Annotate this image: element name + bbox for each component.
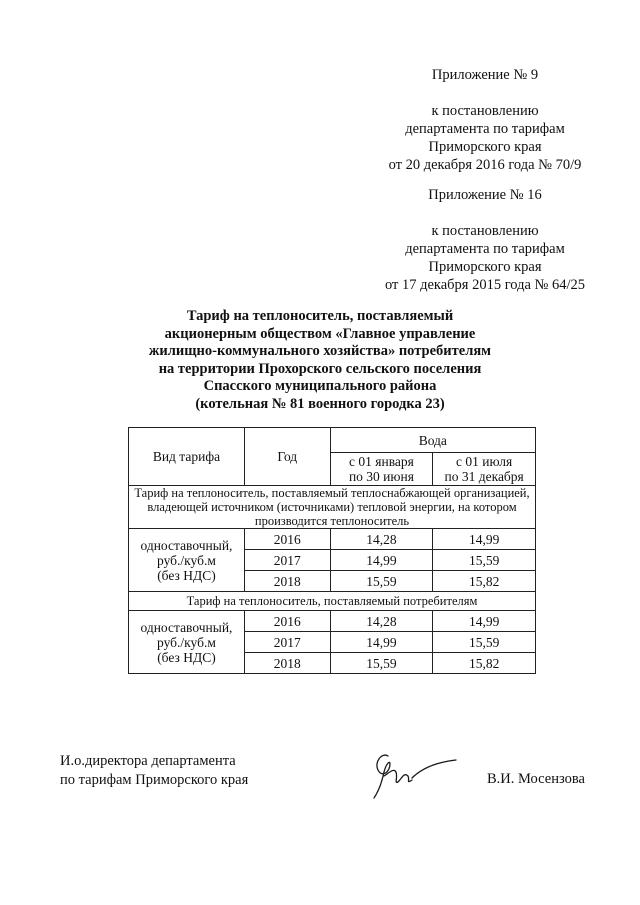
appendix-16-line2: департамента по тарифам <box>405 241 565 257</box>
section-heading-row <box>129 592 536 611</box>
value-cell: 15,59 <box>433 550 536 571</box>
title-line: жилищно-коммунального хозяйства» потребителям <box>148 343 492 359</box>
value-cell: 15,59 <box>330 571 433 592</box>
value-cell: 14,99 <box>433 611 536 632</box>
section-1-label <box>129 529 245 592</box>
appendix-9-line1: к постановлению <box>431 103 539 119</box>
appendix-9-block <box>355 66 615 174</box>
section-1-heading: Тариф на теплоноситель, поставляемый теплоснабжающей организацией, владеющей источником (источниками) тепловой энергии, на котором производится теплоноситель <box>129 486 536 529</box>
year-cell: 2018 <box>244 571 330 592</box>
section-2-label-line1: одноставочный, <box>140 619 233 635</box>
appendix-16-line3: Приморского края <box>428 259 542 275</box>
header-period-2-line1: с 01 июля <box>456 454 513 469</box>
signature-stroke <box>374 755 456 798</box>
year-cell: 2016 <box>244 611 330 632</box>
section-2-label <box>129 611 245 674</box>
signer-position-line2: по тарифам Приморского края <box>60 772 249 788</box>
header-period-2-line2: по 31 декабря <box>444 469 524 484</box>
section-2-label-line3: (без НДС) <box>157 649 216 665</box>
value-cell: 15,59 <box>330 653 433 674</box>
appendix-16-line4: от 17 декабря 2015 года № 64/25 <box>384 277 586 293</box>
year-cell: 2017 <box>244 632 330 653</box>
appendix-16-block <box>355 186 615 294</box>
appendix-16-line1: к постановлению <box>431 223 539 239</box>
value-cell: 14,28 <box>330 529 433 550</box>
value-cell: 15,82 <box>433 653 536 674</box>
year-cell: 2018 <box>244 653 330 674</box>
value-cell: 14,99 <box>433 529 536 550</box>
section-heading-row <box>129 486 536 529</box>
value-cell: 15,59 <box>433 632 536 653</box>
year-cell: 2017 <box>244 550 330 571</box>
appendix-9-line3: Приморского края <box>428 139 542 155</box>
title-line: Тариф на теплоноситель, поставляемый <box>186 308 454 324</box>
header-row-1 <box>129 428 536 453</box>
table-row <box>129 529 536 550</box>
appendix-9-line2: департамента по тарифам <box>405 121 565 137</box>
appendix-9-title: Приложение № 9 <box>431 67 539 83</box>
title-line: Спасского муниципального района <box>203 378 437 394</box>
title-line: на территории Прохорского сельского поселения <box>158 360 482 377</box>
signer-position <box>60 752 248 790</box>
header-water: Вода <box>330 428 535 453</box>
title-line: акционерным обществом «Главное управление <box>164 325 476 342</box>
title-line: (котельная № 81 военного городка 23) <box>195 395 445 412</box>
document-title <box>120 308 520 413</box>
value-cell: 14,99 <box>330 632 433 653</box>
year-cell: 2016 <box>244 529 330 550</box>
value-cell: 14,28 <box>330 611 433 632</box>
header-period-2 <box>433 453 536 486</box>
value-cell: 14,99 <box>330 550 433 571</box>
appendix-9-line4: от 20 декабря 2016 года № 70/9 <box>388 157 582 173</box>
header-year: Год <box>244 428 330 486</box>
section-1-label-line1: одноставочный, <box>140 537 233 553</box>
signer-name: В.И. Мосензова <box>487 771 585 787</box>
handwritten-signature <box>360 742 460 802</box>
header-period-1-line2: по 30 июня <box>348 469 414 484</box>
header-tariff-type: Вид тарифа <box>129 428 245 486</box>
section-2-label-line2: руб./куб.м <box>157 634 216 650</box>
section-1-label-line3: (без НДС) <box>157 567 216 583</box>
tariff-table <box>128 427 536 674</box>
value-cell: 15,82 <box>433 571 536 592</box>
section-1-label-line2: руб./куб.м <box>157 552 216 568</box>
header-period-1 <box>330 453 433 486</box>
section-2-heading: Тариф на теплоноситель, поставляемый потребителям <box>129 592 536 611</box>
header-period-1-line1: с 01 января <box>349 454 414 469</box>
appendix-16-title: Приложение № 16 <box>428 187 542 203</box>
signer-position-line1: И.о.директора департамента <box>60 753 236 769</box>
table-row <box>129 611 536 632</box>
